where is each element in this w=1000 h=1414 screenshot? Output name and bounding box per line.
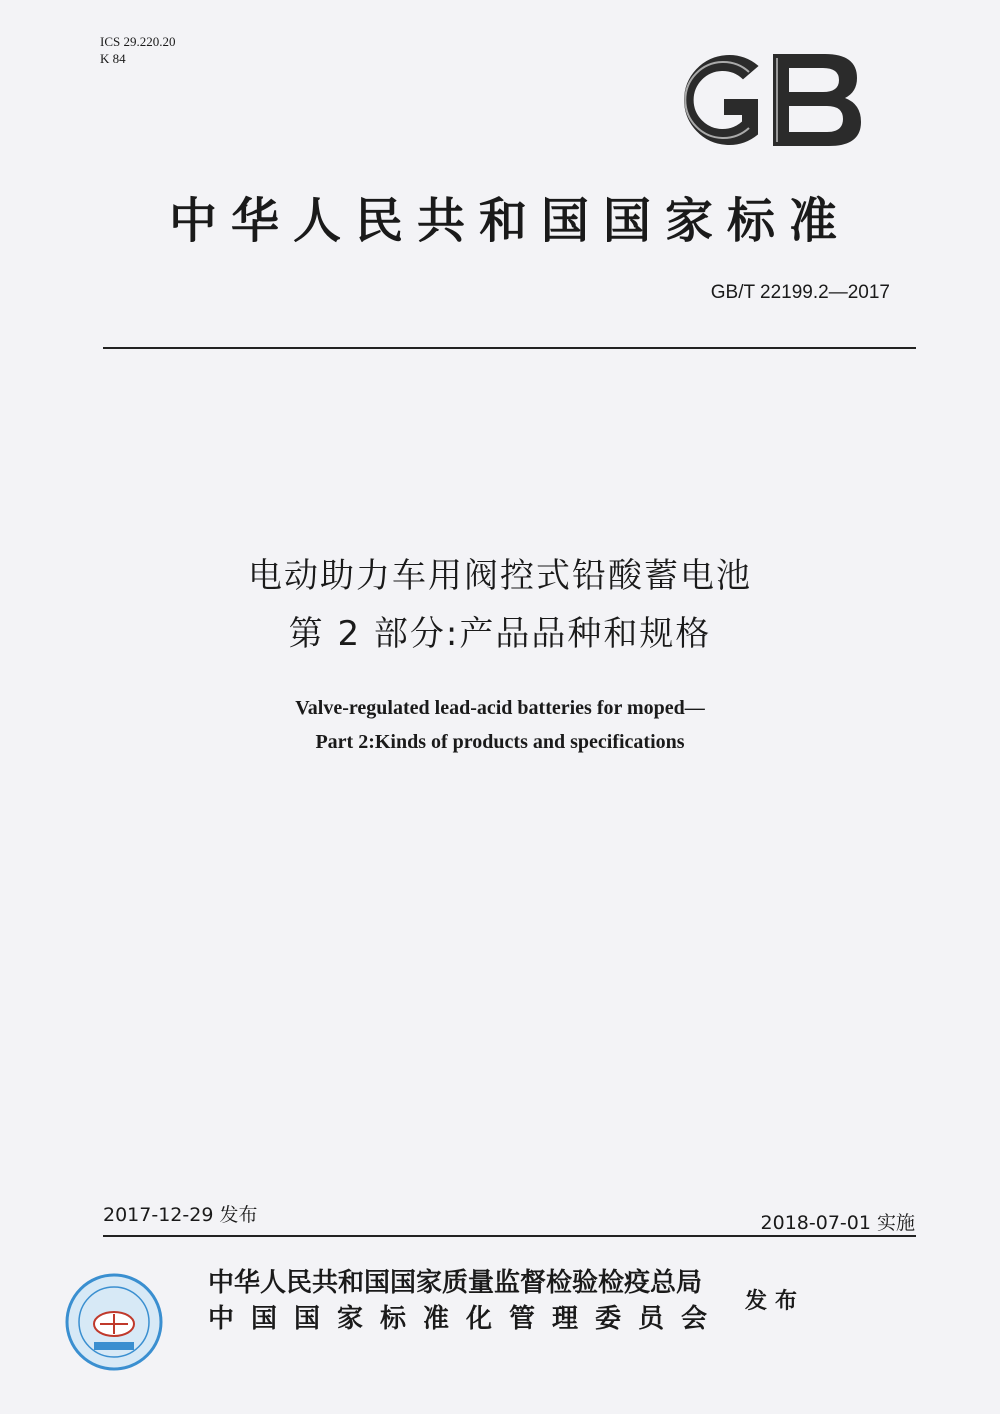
authority-aqsiq: 中华人民共和国国家质量监督检验检疫总局 (208, 1268, 703, 1298)
header-divider (103, 347, 916, 349)
footer-divider (103, 1235, 916, 1237)
classification-codes (100, 33, 175, 67)
publish-label: 发布 (745, 1289, 806, 1314)
en-title-line2: Part 2:Kinds of products and specifications (315, 731, 685, 753)
authority-sac: 中国国家标准化管理委员会 (208, 1304, 725, 1334)
cn-title-line1: 电动助力车用阀控式铅酸蓄电池 (248, 556, 752, 596)
issue-date: 2017-12-29 发布 (103, 1204, 258, 1226)
ccs-code: K 84 (100, 51, 126, 66)
en-title-line1: Valve-regulated lead-acid batteries for moped— (295, 697, 705, 719)
national-standard-title: 中华人民共和国国家标准 (168, 193, 851, 249)
gb-logo-icon (665, 48, 865, 152)
cn-title-line2: 第 2 部分:产品品种和规格 (288, 614, 712, 654)
implementation-date: 2018-07-01 实施 (760, 1212, 915, 1234)
seal-icon (64, 1272, 164, 1372)
standard-number: GB/T 22199.2—2017 (710, 282, 890, 303)
ics-code: ICS 29.220.20 (100, 34, 176, 49)
